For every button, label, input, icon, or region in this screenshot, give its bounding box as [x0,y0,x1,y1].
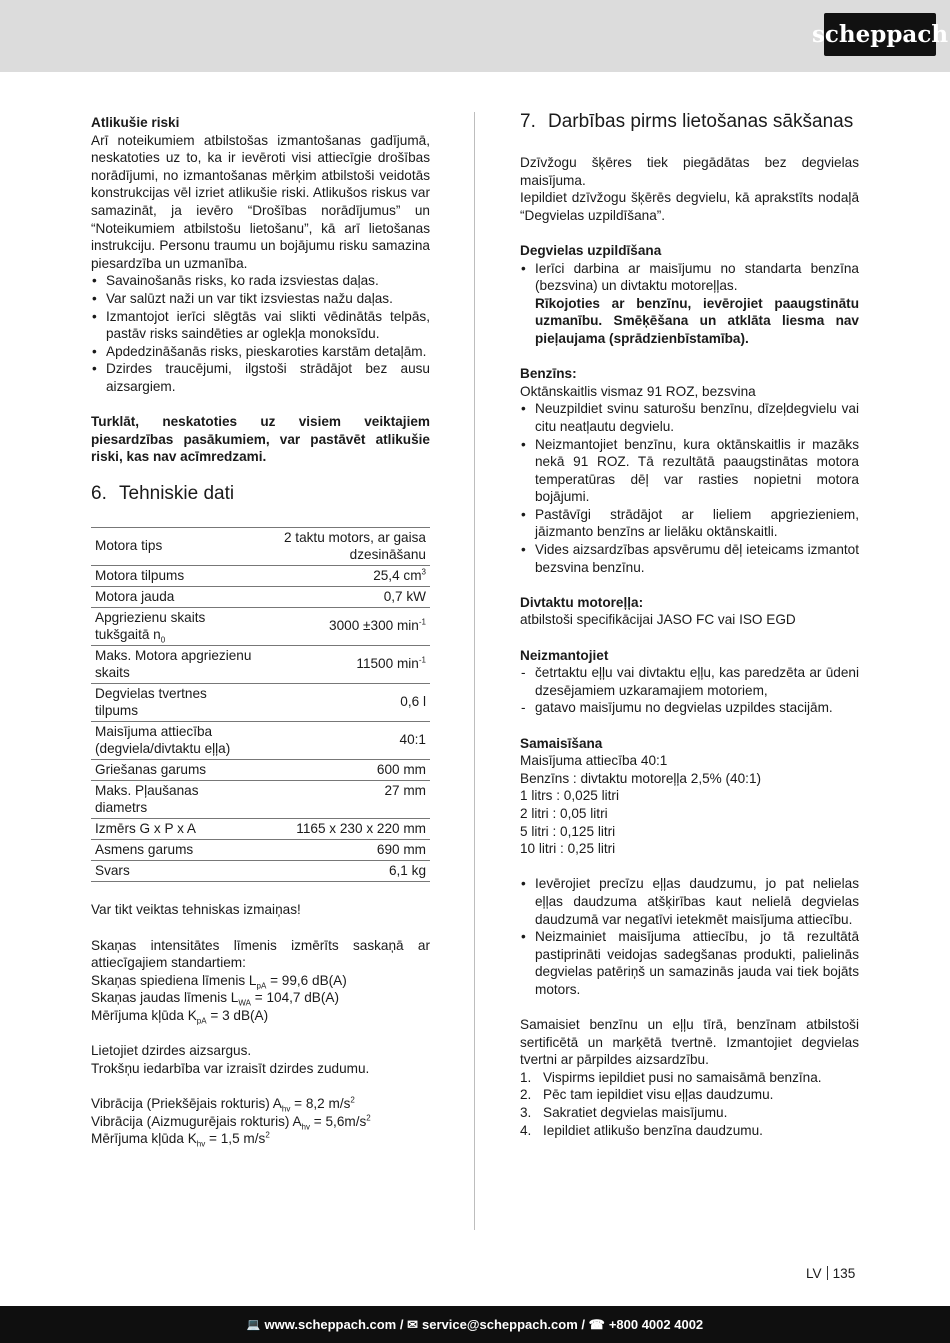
noise-uncertainty: Mērījuma kļūda $K_{pA} = 3$ dB(A) [91,1008,269,1026]
language-code: LV [806,1266,822,1281]
table-row [91,586,430,607]
phone-number[interactable]: +800 4002 4002 [608,1317,704,1332]
table-row [91,607,430,645]
noise-lpa: Skaņas spiediena līmenis $L_{pA} = 99,6$ dB(A) [91,972,347,991]
table-row [91,780,430,818]
list-item: 3. Sakratiet degvielas maisījumu. [520,1105,728,1121]
oil-heading: Divtaktu motoreļļa: [520,594,644,610]
list-item: • Neizmantojiet benzīnu, kura oktānskaitlis ir mazāks nekā 91 ROZ. Tā rezultātā paaugstinātas motora temperatūras dēļ var rasties nopietni motora bojājumi. [520,436,859,506]
vibration-front: Vibrācija (Priekšējais rokturis) $A_{hv} = 8,2$ $m/s^2$ [91,1095,355,1114]
petrol-list [520,400,859,576]
list-item: • Neizmainiet maisījuma attiecību, jo tā rezultātā pastiprināti veidojas sadegšanas produkti, palielinās degvielas patēriņš un samazinās jauda vai tiek bojāts motors. [520,928,859,998]
list-item: • Neuzpildiet svinu saturošu benzīnu, dīzeļdegvielu vai citu neatļautu degvielu. [520,400,859,435]
intro-text-1: Dzīvžogu šķēres tiek piegādātas bez degvielas maisījuma. [520,155,859,188]
table-cell-value: 1165 x 230 x 220 mm [257,818,430,839]
page-number-value: 135 [832,1266,856,1281]
page-number [806,1266,855,1281]
list-item: • Vides aizsardzības apsvērumu dēļ ieteicams izmantot bezsvina benzīnu. [520,541,859,576]
mixing-line: 2 litri : 0,05 litri [520,805,608,821]
tech-data-table [91,527,430,882]
residual-risks-list [91,272,430,395]
table-cell-value: 2 taktu motors, ar gaisa dzesināšanu [257,527,430,565]
header-bar [0,0,950,72]
table-row [91,527,430,565]
hearing-protection-note: Lietojiet dzirdes aizsargus. [91,1043,252,1059]
residual-risks-warning: Turklāt, neskatoties uz visiem veiktajiem piesardzības pasākumiem, var pastāvēt atlikušie riski, kas nav acīmredzami. [91,414,430,465]
mixing-line: Maisījuma attiecība 40:1 [520,753,668,769]
table-cell-value: 3000 ±300 $\min^{-1}$ [257,607,430,645]
mixing-line: 5 litri : 0,125 litri [520,823,616,839]
table-cell-value: 0,7 kW [257,586,430,607]
list-item: 2. Pēc tam iepildiet visu eļļas daudzumu. [520,1087,774,1103]
petrol-text: Oktānskaitlis vismaz 91 ROZ, bezsvina [520,383,756,399]
right-column [520,111,859,1139]
section-number: 7. [520,111,536,132]
table-row [91,860,430,881]
do-not-use-list [520,664,859,717]
residual-risks-text: Arī noteikumiem atbilstošas izmantošanas gadījumā, neskatoties uz to, ka ir ievēroti visi attiecīgie drošības norādījumi, no izmantošanas mērķim atbilstoši veidotās konstrukcijas vēl izriet atlikušie riski. Atlikušos riskus var samazināt, ja ievēro “Drošības norādījumus” un “Noteikumiem atbilstošu lietošanu”, kā arī lietošanas instrukciju. Personu traumu un bojājumu risku samazina piesardzība un uzmanība. [91,132,430,271]
table-cell-label: Apgriezienu skaits tukšgaitā $n_0$ [91,607,257,645]
table-cell-value: 690 mm [257,839,430,860]
mixing-steps [520,1069,859,1139]
list-item: • Izmantojot ierīci slēgtās vai slikti vēdinātās telpās, pastāv risks saindēties ar oglekļa monoksīdu. [91,308,430,343]
fuel-heading: Degvielas uzpildīšana [520,242,662,258]
section-6-heading [91,483,430,504]
petrol-heading: Benzīns: [520,366,577,382]
table-cell-value: 600 mm [257,759,430,780]
table-cell-label: Maks. Motora apgriezienu skaits [91,645,257,683]
list-item: • Var salūzt naži un var tikt izsviestas nažu daļas. [91,290,430,308]
table-cell-label: Griešanas garums [91,759,257,780]
table-row [91,565,430,586]
list-item: • Ievērojiet precīzu eļļas daudzumu, jo pat nelielas eļļas daudzuma atšķirības kaut nelielā degvielas daudzumā var negatīvi ietekmēt maisījuma attiecību. [520,875,859,928]
section-7-heading [520,111,859,132]
table-cell-value: 11500 $\min^{-1}$ [257,645,430,683]
vibration-rear: Vibrācija (Aizmugurējais rokturis) $A_{hv} = 5,6m/s^2$ [91,1113,371,1132]
mixing-line: 1 litrs : 0,025 litri [520,788,619,804]
scheppach-logo: scheppach [824,13,936,56]
computer-icon: 💻 [246,1319,261,1331]
list-item: - gatavo maisījumu no degvielas uzpildes stacijām. [520,699,859,717]
list-item: • Ierīci darbina ar maisījumu no standarta benzīna (bezsvina) un divtaktu motoreļļas. Rīkojoties ar benzīnu, ievērojiet paaugstinātu uzmanību. Smēķēšana un atklāta liesma nav pieļaujama (sprādzienbīstamība). [520,260,859,348]
section-title: Tehniskie dati [119,482,235,504]
list-item: 4. Iepildiet atlikušo benzīna daudzumu. [520,1122,763,1138]
table-cell-label: Motora tilpums [91,565,257,586]
table-cell-value: 25,4 $cm^3$ [257,565,430,586]
mixing-line: Benzīns : divtaktu motoreļļa 2,5% (40:1) [520,770,762,786]
table-cell-value: 27 mm [257,780,430,818]
table-cell-value: 6,1 kg [257,860,430,881]
table-cell-label: Svars [91,860,257,881]
section-title: Darbības pirms lietošanas sākšanas [548,111,854,132]
technical-changes-note: Var tikt veiktas tehniskas izmaiņas! [91,902,301,918]
table-cell-label: Degvielas tvertnes tilpums [91,683,257,721]
do-not-use-heading: Neizmantojiet [520,647,609,663]
fuel-list [520,260,859,348]
list-item: • Dzirdes traucējumi, ilgstoši strādājot bez ausu aizsargiem. [91,360,430,395]
list-item: • Apdedzināšanās risks, pieskaroties karstām detaļām. [91,343,430,361]
fuel-warning: Rīkojoties ar benzīnu, ievērojiet paaugstinātu uzmanību. Smēķēšana un atklāta liesma nav pieļaujama (sprādzienbīstamība). [535,295,859,346]
table-row [91,683,430,721]
list-item: • Pastāvīgi strādājot ar lieliem apgriezieniem, jāizmanto benzīns ar lielāku oktānskaitli. [520,506,859,541]
column-divider [474,112,475,1230]
mixing-line: 10 litri : 0,25 litri [520,841,616,857]
table-cell-value: 40:1 [257,721,430,759]
website-link[interactable]: www.scheppach.com [264,1317,397,1332]
table-row [91,721,430,759]
table-row [91,818,430,839]
mixing-list [520,875,859,998]
table-row [91,759,430,780]
hearing-loss-note: Trokšņu iedarbība var izraisīt dzirdes zudumu. [91,1060,370,1076]
vibration-uncertainty: Mērījuma kļūda $K_{hv} = 1,5$ $m/s^2$ [91,1130,270,1149]
email-link[interactable]: service@scheppach.com [422,1317,578,1332]
noise-intro: Skaņas intensitātes līmenis izmērīts saskaņā ar attiecīgajiem standartiem: [91,937,430,971]
list-item: 1. Vispirms iepildiet pusi no samaisāmā benzīna. [520,1069,822,1085]
section-number: 6. [91,482,107,504]
list-item: • Savainošanās risks, ko rada izsviestas daļas. [91,272,430,290]
mail-icon: ✉ [407,1316,418,1332]
table-cell-label: Motora tips [91,527,257,565]
table-cell-label: Izmērs G x P x A [91,818,257,839]
mixing-instructions: Samaisiet benzīnu un eļļu tīrā, benzīnam atbilstoši sertificētā un marķētā tvertnē. Izmantojiet degvielas tvertni ar pārpildes aizsardzību. [520,1017,859,1068]
table-cell-label: Maisījuma attiecība (degviela/divtaktu eļļa) [91,721,257,759]
residual-risks-heading: Atlikušie riski [91,115,180,130]
table-row [91,839,430,860]
intro-text-2: Iepildiet dzīvžogu šķērēs degvielu, kā aprakstīts nodaļā “Degvielas uzpildīšana”. [520,190,859,223]
table-cell-label: Motora jauda [91,586,257,607]
table-cell-value: 0,6 l [257,683,430,721]
mixing-heading: Samaisīšana [520,735,603,751]
noise-lwa: Skaņas jaudas līmenis $L_{WA} = 104,7$ dB(A) [91,990,339,1009]
phone-icon: ☎ [588,1316,605,1332]
table-cell-label: Maks. Pļaušanas diametrs [91,780,257,818]
oil-text: atbilstoši specifikācijai JASO FC vai ISO EGD [520,612,796,628]
left-column [91,114,430,1148]
footer-bar: 💻 www.scheppach.com / ✉ service@scheppach.com / ☎ +800 4002 4002 [0,1306,950,1343]
table-row [91,645,430,683]
table-cell-label: Asmens garums [91,839,257,860]
list-item: - četrtaktu eļļu vai divtaktu eļļu, kas paredzēta ar ūdeni dzesējamiem uzkaramajiem motoriem, [520,664,859,699]
